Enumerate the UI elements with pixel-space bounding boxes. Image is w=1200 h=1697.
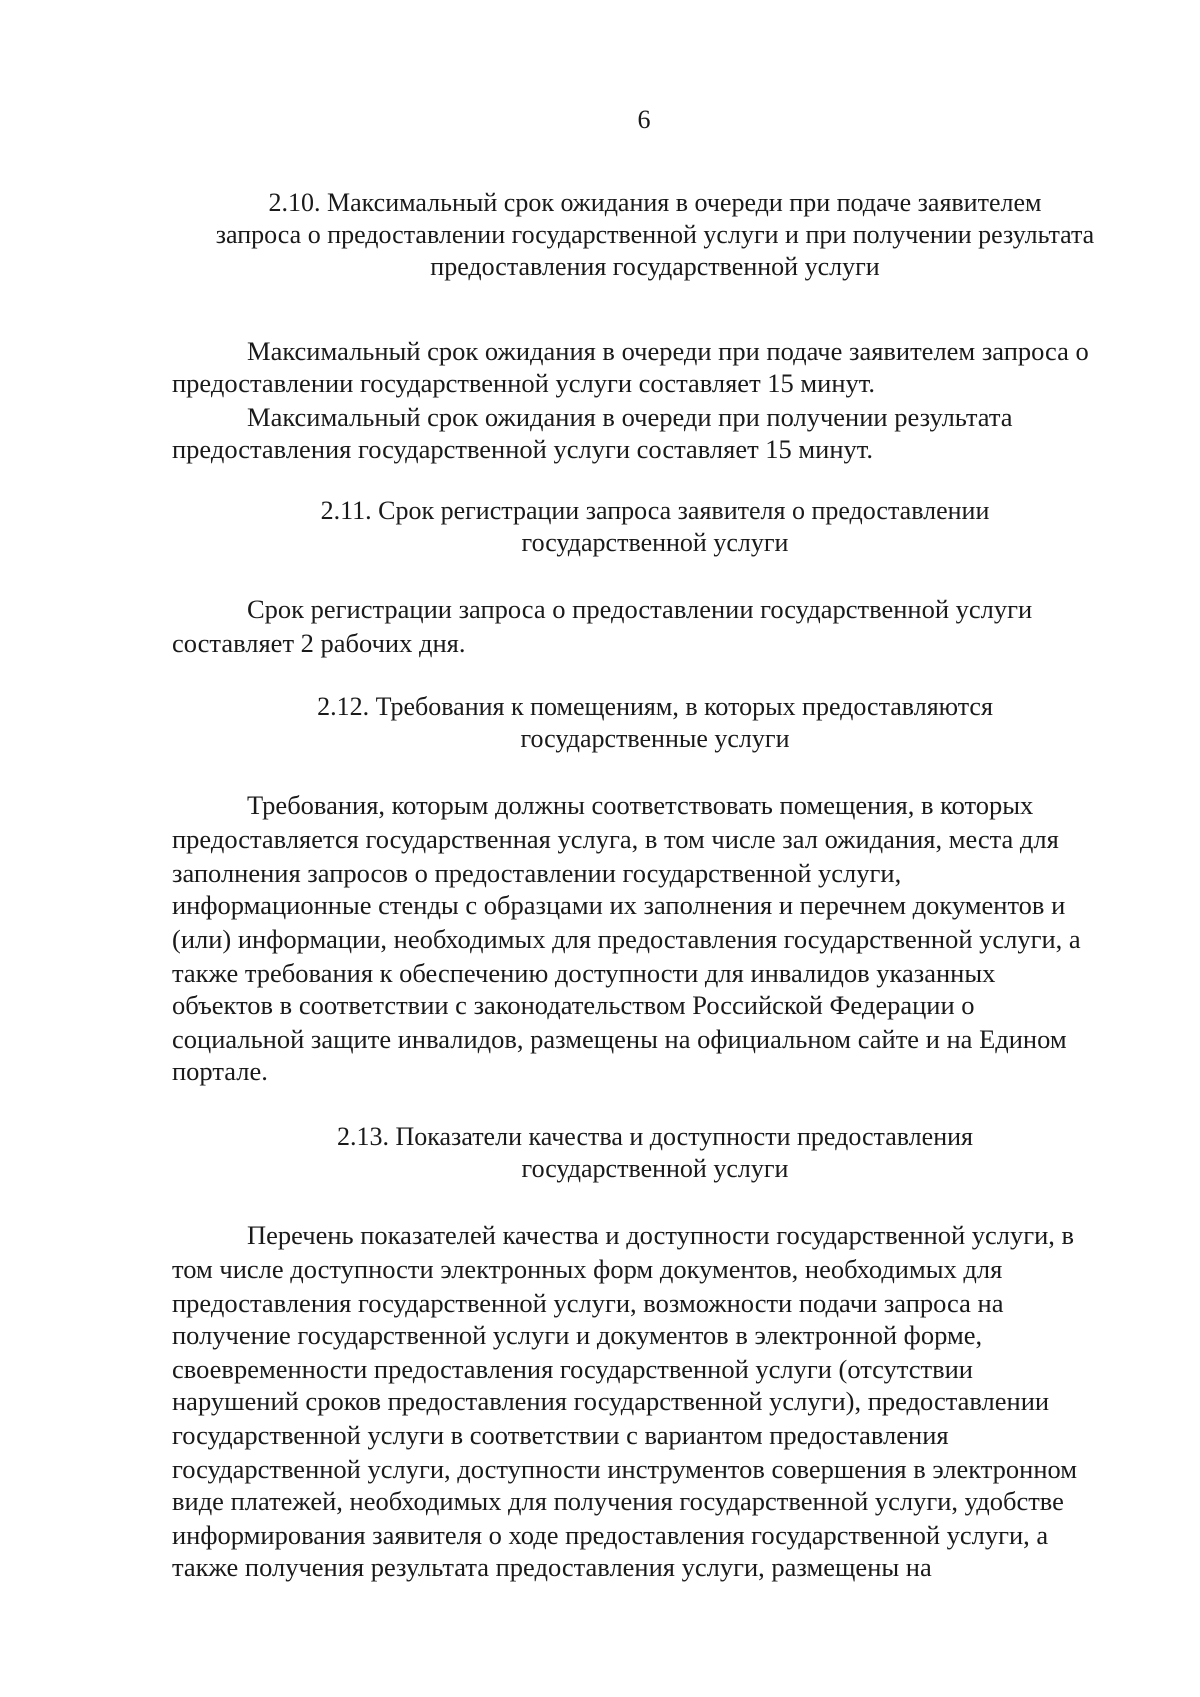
section-2-10-body-line: Максимальный срок ожидания в очереди при подаче заявителем запроса о xyxy=(247,336,1089,366)
section-2-13-body-line: виде платежей, необходимых для получения государственной услуги, удобстве xyxy=(172,1486,1064,1516)
section-2-13-body-line: своевременности предоставления государственной услуги (отсутствии xyxy=(172,1354,973,1384)
section-2-12-heading-line-1: 2.12. Требования к помещениям, в которых предоставляются xyxy=(317,692,993,721)
section-2-10-body-line: Максимальный срок ожидания в очереди при получении результата xyxy=(247,402,1013,432)
section-2-13-body-line: Перечень показателей качества и доступности государственной услуги, в xyxy=(247,1220,1075,1250)
section-2-13-heading-line-2: государственной услуги xyxy=(521,1154,789,1183)
section-2-13-heading-line-1: 2.13. Показатели качества и доступности предоставления xyxy=(337,1122,973,1151)
section-2-13-body-line: также получения результата предоставления услуги, размещены на xyxy=(172,1552,932,1582)
section-2-12-body-line: также требования к обеспечению доступности для инвалидов указанных xyxy=(172,958,996,988)
section-2-12-body-line: социальной защите инвалидов, размещены на официальном сайте и на Едином xyxy=(172,1024,1067,1054)
section-2-13-body-line: предоставления государственной услуги, возможности подачи запроса на xyxy=(172,1288,1004,1318)
section-2-12-body-line: заполнения запросов о предоставлении государственной услуги, xyxy=(172,858,902,888)
section-2-13-body-line: получение государственной услуги и документов в электронной форме, xyxy=(172,1320,983,1350)
section-2-10-heading-line-3: предоставления государственной услуги xyxy=(430,252,880,281)
section-2-12-body-line: портале. xyxy=(172,1056,268,1086)
section-2-10-body-line: предоставления государственной услуги составляет 15 минут. xyxy=(172,434,874,464)
section-2-12-body-line: предоставляется государственная услуга, в том числе зал ожидания, места для xyxy=(172,824,1059,854)
section-2-11-heading-line-2: государственной услуги xyxy=(521,528,789,557)
section-2-13-body-line: информирования заявителя о ходе предоставления государственной услуги, а xyxy=(172,1520,1049,1550)
section-2-13-body-line: государственной услуги в соответствии с вариантом предоставления xyxy=(172,1420,949,1450)
section-2-13-body-line: нарушений сроков предоставления государственной услуги), предоставлении xyxy=(172,1386,1050,1416)
section-2-12-body-line: Требования, которым должны соответствовать помещения, в которых xyxy=(247,790,1034,820)
section-2-11-body-line: Срок регистрации запроса о предоставлении государственной услуги xyxy=(247,594,1033,624)
page-number: 6 xyxy=(637,105,651,134)
section-2-11-heading-line-1: 2.11. Срок регистрации запроса заявителя о предоставлении xyxy=(320,496,990,525)
section-2-10-heading-line-1: 2.10. Максимальный срок ожидания в очереди при подаче заявителем xyxy=(268,188,1042,217)
section-2-13-body-line: том числе доступности электронных форм документов, необходимых для xyxy=(172,1254,1003,1284)
section-2-12-heading-line-2: государственные услуги xyxy=(520,724,790,753)
section-2-12-body-line: информационные стенды с образцами их заполнения и перечнем документов и xyxy=(172,890,1066,920)
section-2-13-body-line: государственной услуги, доступности инструментов совершения в электронном xyxy=(172,1454,1078,1484)
section-2-10-heading-line-2: запроса о предоставлении государственной услуги и при получении результата xyxy=(215,220,1095,249)
section-2-12-body-line: (или) информации, необходимых для предоставления государственной услуги, а xyxy=(172,924,1081,954)
section-2-10-body-line: предоставлении государственной услуги составляет 15 минут. xyxy=(172,368,876,398)
section-2-12-body-line: объектов в соответствии с законодательством Российской Федерации о xyxy=(172,990,975,1020)
section-2-11-body-line: составляет 2 рабочих дня. xyxy=(172,628,466,658)
